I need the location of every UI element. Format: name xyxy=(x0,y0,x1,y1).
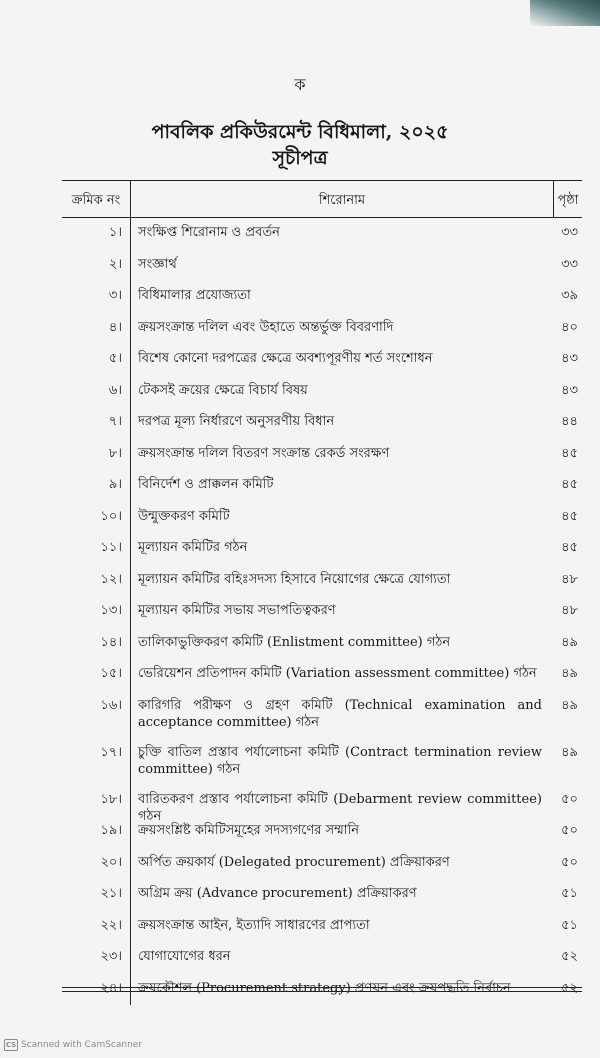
row-title: ভেরিয়েশন প্রতিপাদন কমিটি (Variation assessment committee) গঠন xyxy=(138,666,537,681)
column-divider xyxy=(130,785,131,817)
row-title: বিনির্দেশ ও প্রাক্কলন কমিটি xyxy=(138,477,274,492)
row-page: ৪০ xyxy=(561,319,578,335)
column-divider xyxy=(130,942,131,974)
column-divider xyxy=(130,738,131,785)
row-page: ৪৪ xyxy=(561,414,578,429)
toc-row xyxy=(62,470,582,502)
column-divider xyxy=(130,344,131,376)
row-title: চুক্তি বাতিল প্রস্তাব পর্যালোচনা কমিটি (Contract termination review committee) গঠন xyxy=(138,744,542,777)
row-serial: ১৭। xyxy=(100,744,122,760)
row-title: কারিগরি পরীক্ষণ ও গ্রহণ কমিটি (Technical examination and acceptance committee) গঠন xyxy=(138,697,542,730)
toc-row xyxy=(62,738,582,785)
column-divider xyxy=(130,596,131,628)
row-serial: ৫। xyxy=(108,351,122,366)
header-title: শিরোনাম xyxy=(318,193,366,208)
column-divider xyxy=(130,565,131,597)
scanner-watermark xyxy=(4,1039,142,1051)
toc-row xyxy=(62,502,582,534)
column-divider xyxy=(130,439,131,471)
row-title: টেকসই ক্রয়ের ক্ষেত্রে বিচার্য বিষয় xyxy=(138,382,308,398)
column-divider xyxy=(130,974,131,1006)
header-page: পৃষ্ঠা xyxy=(557,193,579,208)
row-page: ৫২ xyxy=(561,949,578,964)
column-divider xyxy=(130,313,131,345)
row-serial: ১৩। xyxy=(100,603,122,618)
row-title: উন্মুক্তকরণ কমিটি xyxy=(138,508,230,524)
row-page: ৪৫ xyxy=(561,445,578,461)
column-divider xyxy=(130,691,131,738)
row-serial: ১২। xyxy=(100,571,122,587)
column-divider xyxy=(553,181,554,217)
row-serial: ২০। xyxy=(100,854,122,870)
toc-row xyxy=(62,691,582,738)
row-title: মূল্যায়ন কমিটির বহিঃসদস্য হিসাবে নিয়োগের ক্ষেত্রে যোগ্যতা xyxy=(138,571,451,587)
row-serial: ২৪। xyxy=(100,980,122,996)
column-divider xyxy=(130,281,131,313)
toc-row xyxy=(62,250,582,282)
row-page: ৪৮ xyxy=(561,571,578,587)
row-page: ৪৮ xyxy=(561,603,578,618)
row-title: ক্রয়সংক্রান্ত আইন, ইত্যাদি সাধারণের প্রাপ্যতা xyxy=(138,917,370,933)
row-title: সংক্ষিপ্ত শিরোনাম ও প্রবর্তন xyxy=(138,225,280,240)
row-title: ক্রয়কৌশল (Procurement strategy) প্রণয়ন এবং ক্রয়পদ্ধতি নির্বাচন xyxy=(138,980,511,996)
row-title: ক্রয়সংশ্লিষ্ট কমিটিসমূহের সদস্যগণের সম্মানি xyxy=(138,823,359,838)
toc-row xyxy=(62,848,582,880)
row-page: ৩৩ xyxy=(561,225,578,240)
row-page: ৪৫ xyxy=(561,508,578,524)
row-title: ক্রয়সংক্রান্ত দলিল এবং উহাতে অন্তর্ভুক্ত বিবরণাদি xyxy=(138,319,394,335)
row-page: ৫০ xyxy=(561,823,578,838)
row-serial: ১৮। xyxy=(100,791,122,807)
row-title: সংজ্ঞার্থ xyxy=(138,256,177,272)
column-divider xyxy=(130,470,131,502)
row-title: অগ্রিম ক্রয় (Advance procurement) প্রক্রিয়াকরণ xyxy=(138,886,417,901)
toc-row xyxy=(62,816,582,848)
row-page: ৪৯ xyxy=(561,634,578,650)
toc-row xyxy=(62,596,582,628)
row-serial: ২৩। xyxy=(100,949,122,964)
toc-rows xyxy=(62,218,582,1005)
row-serial: ১১। xyxy=(100,540,122,555)
row-title: যোগাযোগের ধরন xyxy=(138,949,231,964)
row-page: ৫০ xyxy=(561,854,578,870)
bottom-rule xyxy=(62,987,582,988)
row-serial: ৪। xyxy=(108,319,122,335)
toc-row xyxy=(62,565,582,597)
row-serial: ৮। xyxy=(108,445,122,461)
toc-row xyxy=(62,313,582,345)
table-of-contents xyxy=(62,180,582,1005)
row-page: ৩৯ xyxy=(561,288,578,303)
toc-row xyxy=(62,376,582,408)
column-divider xyxy=(130,659,131,691)
row-serial: ১৯। xyxy=(100,823,122,838)
row-page: ৪৯ xyxy=(561,697,578,713)
toc-row xyxy=(62,218,582,250)
toc-row xyxy=(62,911,582,943)
row-serial: ৭। xyxy=(108,414,122,429)
row-serial: ১৬। xyxy=(100,697,122,713)
row-title: অর্পিত ক্রয়কার্য (Delegated procurement) প্রক্রিয়াকরণ xyxy=(138,854,450,870)
document-subtitle: সূচীপত্র xyxy=(272,147,328,169)
row-title: দরপত্র মূল্য নির্ধারণে অনুসরণীয় বিধান xyxy=(138,414,335,429)
camscanner-icon: CS xyxy=(5,1041,17,1049)
column-divider xyxy=(130,250,131,282)
row-page: ৪৩ xyxy=(561,351,578,366)
toc-row xyxy=(62,628,582,660)
toc-row xyxy=(62,533,582,565)
toc-row xyxy=(62,344,582,376)
row-page: ৪৯ xyxy=(561,744,578,760)
row-page: ৫১ xyxy=(561,886,578,901)
row-title: মূল্যায়ন কমিটির সভায় সভাপতিত্বকরণ xyxy=(138,603,336,618)
row-title: মূল্যায়ন কমিটির গঠন xyxy=(138,540,248,555)
column-divider xyxy=(130,181,131,217)
toc-row xyxy=(62,659,582,691)
row-serial: ১। xyxy=(108,225,122,240)
row-page: ৪৫ xyxy=(561,540,578,555)
page-corner-smudge xyxy=(530,0,600,26)
row-page: ৩৩ xyxy=(561,256,578,272)
toc-row xyxy=(62,407,582,439)
column-divider xyxy=(130,376,131,408)
row-page: ৪৫ xyxy=(561,477,578,492)
column-divider xyxy=(130,628,131,660)
toc-row xyxy=(62,879,582,911)
row-serial: ১০। xyxy=(100,508,122,524)
row-page: ৫০ xyxy=(561,791,578,807)
row-page: ৪৩ xyxy=(561,382,578,398)
column-divider xyxy=(130,407,131,439)
row-serial: ২২। xyxy=(100,917,122,933)
bottom-rule xyxy=(62,991,582,992)
toc-row xyxy=(62,785,582,824)
toc-row xyxy=(62,439,582,471)
row-serial: ১৪। xyxy=(100,634,122,650)
column-divider xyxy=(130,816,131,848)
toc-row xyxy=(62,281,582,313)
row-serial: ৯। xyxy=(108,477,122,492)
toc-row xyxy=(62,974,582,1006)
column-divider xyxy=(130,911,131,943)
toc-row xyxy=(62,942,582,974)
row-title: ক্রয়সংক্রান্ত দলিল বিতরণ সংক্রান্ত রেকর্ড সংরক্ষণ xyxy=(138,445,390,461)
row-serial: ২১। xyxy=(100,886,122,901)
row-title: বিশেষ কোনো দরপত্রের ক্ষেত্রে অবশ্যপূরণীয় শর্ত সংশোধন xyxy=(138,351,433,366)
row-page: ৫১ xyxy=(561,917,578,933)
row-serial: ১৫। xyxy=(100,666,122,681)
header-serial: ক্রমিক নং xyxy=(71,193,121,208)
column-divider xyxy=(130,879,131,911)
row-title: বারিতকরণ প্রস্তাব পর্যালোচনা কমিটি (Debarment review committee) গঠন xyxy=(138,791,542,824)
column-divider xyxy=(130,848,131,880)
row-serial: ২। xyxy=(108,256,122,272)
row-title: তালিকাভুক্তিকরণ কমিটি (Enlistment committee) গঠন xyxy=(138,634,451,650)
row-title: বিধিমালার প্রযোজ্যতা xyxy=(138,288,251,303)
row-serial: ৩। xyxy=(108,288,122,303)
row-serial: ৬। xyxy=(108,382,122,398)
column-divider xyxy=(130,218,131,250)
watermark-text: Scanned with CamScanner xyxy=(21,1040,143,1050)
row-page: ৪৯ xyxy=(561,666,578,681)
document-title: পাবলিক প্রকিউরমেন্ট বিধিমালা, ২০২৫ xyxy=(151,121,449,143)
column-divider xyxy=(130,502,131,534)
page-mark: ক xyxy=(294,75,306,94)
toc-header xyxy=(62,180,582,218)
column-divider xyxy=(130,533,131,565)
row-page: ৫২ xyxy=(561,980,578,996)
